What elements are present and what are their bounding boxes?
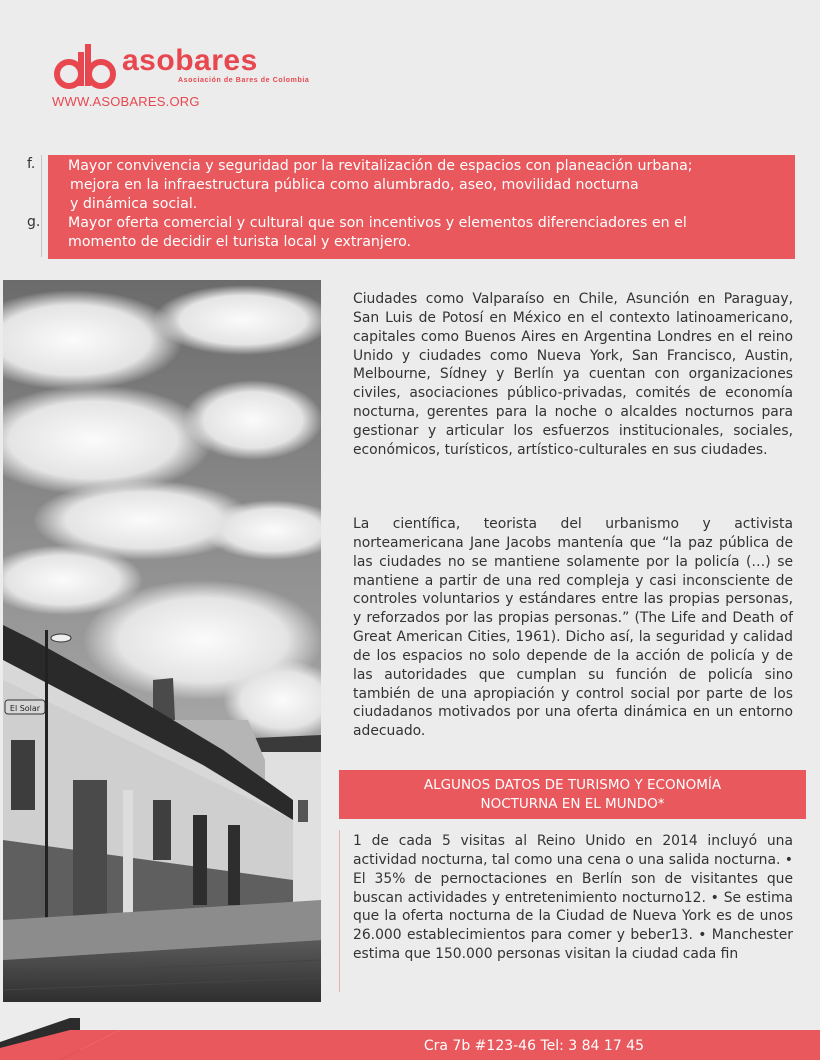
item-f-line-1: Mayor convivencia y seguridad por la revitalización de espacios con planeación urbana; — [68, 158, 693, 174]
benefits-highlight-box — [48, 155, 795, 259]
logo-wordmark: asobares — [122, 44, 258, 77]
logo-tagline: Asociación de Bares de Colombia — [178, 77, 310, 84]
ab-monogram-icon — [52, 44, 118, 92]
section-heading-line-2: NOCTURNA EN EL MUNDO* — [480, 796, 665, 812]
item-g-line-1: Mayor oferta comercial y cultural que son incentivos y elementos diferenciadores en el — [68, 215, 687, 231]
street-photo-illustration — [3, 280, 321, 1002]
photo-sign-text: El Solar — [9, 704, 41, 713]
list-marker-g: g. — [27, 214, 41, 230]
section-heading-box — [339, 770, 806, 819]
item-f-line-2: mejora en la infraestructura pública como alumbrado, aseo, movilidad nocturna — [70, 177, 639, 193]
footer-contact: Cra 7b #123-46 Tel: 3 84 17 45 — [423, 1038, 644, 1054]
item-f-line-3: y dinámica social. — [70, 196, 198, 212]
article-paragraph-2: La científica, teorista del urbanismo y activista norteamericana Jane Jacobs mantenía que “la paz pública de las ciudades no se mantiene solamente por la policía (…) se mantiene a partir de una red compleja y casi inconsciente de controles voluntarios y estándares entre las propias personas, y reforzados por las propias personas.” (The Life and Death of Great American Cities, 1961). Dicho así, la seguridad y calidad de los espacios no solo depende de la acción de policía y de las autoridades que cumplan su función de policía sino también de una apropiación y control social por parte de los ciudadanos motivados por una oferta dinámica en un entorno adecuado. — [353, 516, 793, 740]
footer-banner-shape — [0, 1018, 820, 1060]
section-heading-line-1: ALGUNOS DATOS DE TURISMO Y ECONOMÍA — [423, 777, 722, 793]
stats-divider — [339, 830, 340, 992]
list-marker-f: f. — [27, 156, 36, 172]
footer — [0, 1018, 820, 1060]
street-photo — [3, 280, 321, 1002]
stats-paragraph: 1 de cada 5 visitas al Reino Unido en 2014 incluyó una actividad nocturna, tal como una cena o una salida nocturna. • El 35% de pernoctaciones en Berlín son de visitantes que buscan actividades y entretenimiento nocturno12. • Se estima que la oferta nocturna de la Ciudad de Nueva York es de unos 26.000 establecimientos para comer y beber13. • Manchester estima que 150.000 personas visitan la ciudad cada fin — [353, 833, 793, 963]
website-link[interactable]: WWW.ASOBARES.ORG — [52, 94, 200, 109]
article-paragraph-1: Ciudades como Valparaíso en Chile, Asunción en Paraguay, San Luis de Potosí en México en el contexto latinoamericano, capitales como Buenos Aires en Argentina Londres en el reino Unido y ciudades como Nueva York, San Francisco, Austin, Melbourne, Sídney y Berlín ya cuentan con organizaciones civiles, asociaciones público-privadas, comités de economía nocturna, gerentes para la noche o alcaldes nocturnos para gestionar y articular los esfuerzos institucionales, sociales, económicos, turísticos, artístico-culturales en sus ciudades. — [353, 291, 793, 458]
brand-logo — [52, 44, 310, 92]
list-divider — [41, 155, 42, 257]
item-g-line-2: momento de decidir el turista local y extranjero. — [68, 234, 412, 250]
